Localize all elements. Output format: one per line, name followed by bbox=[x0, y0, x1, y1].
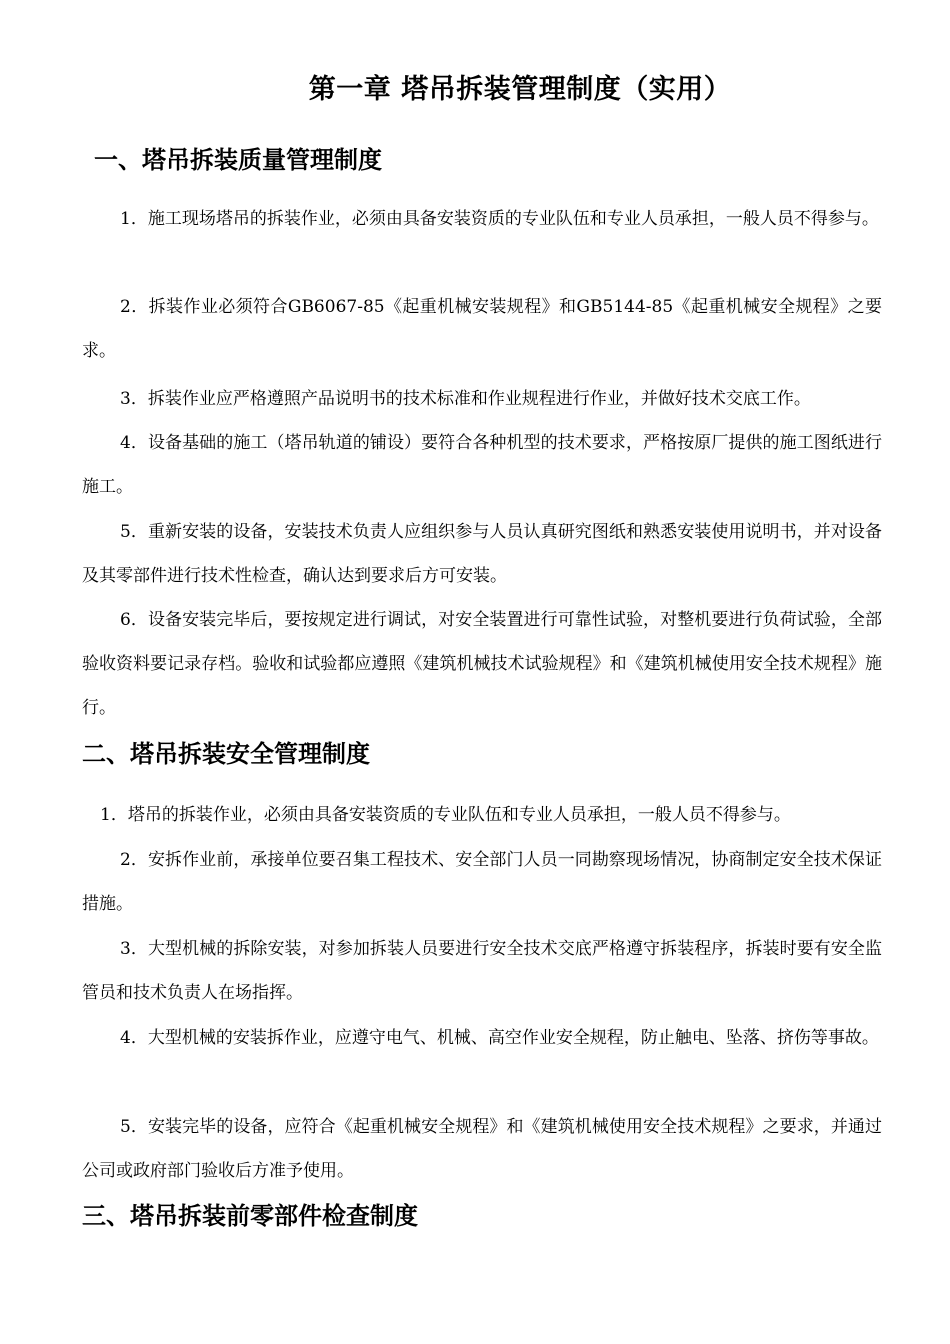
paragraph: 4．设备基础的施工（塔吊轨道的铺设）要符合各种机型的技术要求，严格按原厂提供的施工图纸进行施工。 bbox=[82, 433, 882, 497]
paragraph: 1．塔吊的拆装作业，必须由具备安装资质的专业队伍和专业人员承担，一般人员不得参与。 bbox=[100, 805, 791, 825]
paragraph: 3．大型机械的拆除安装，对参加拆装人员要进行安全技术交底严格遵守拆装程序，拆装时要有安全监管员和技术负责人在场指挥。 bbox=[82, 939, 882, 1003]
section-heading-inspection: 三、塔吊拆装前零部件检查制度 bbox=[82, 1202, 418, 1230]
paragraph: 1．施工现场塔吊的拆装作业，必须由具备安装资质的专业队伍和专业人员承担，一般人员不得参与。 bbox=[120, 209, 879, 229]
paragraph: 5．重新安装的设备，安装技术负责人应组织参与人员认真研究图纸和熟悉安装使用说明书，并对设备及其零部件进行技术性检查，确认达到要求后方可安装。 bbox=[82, 522, 882, 586]
paragraph: 6．设备安装完毕后，要按规定进行调试，对安全装置进行可靠性试验，对整机要进行负荷试验，全部验收资料要记录存档。验收和试验都应遵照《建筑机械技术试验规程》和《建筑机械使用安全技术规程》施行。 bbox=[82, 610, 882, 718]
paragraph: 2．拆装作业必须符合GB6067-85《起重机械安装规程》和GB5144-85《起重机械安全规程》之要求。 bbox=[82, 297, 882, 361]
paragraph: 4．大型机械的安装拆作业，应遵守电气、机械、高空作业安全规程，防止触电、坠落、挤伤等事故。 bbox=[120, 1028, 879, 1048]
paragraph: 2．安拆作业前，承接单位要召集工程技术、安全部门人员一同勘察现场情况，协商制定安全技术保证措施。 bbox=[82, 850, 882, 914]
paragraph: 3．拆装作业应严格遵照产品说明书的技术标准和作业规程进行作业，并做好技术交底工作。 bbox=[120, 389, 811, 409]
section-heading-quality: 一、塔吊拆装质量管理制度 bbox=[94, 146, 382, 174]
paragraph: 5．安装完毕的设备，应符合《起重机械安全规程》和《建筑机械使用安全技术规程》之要求，并通过公司或政府部门验收后方准予使用。 bbox=[82, 1117, 882, 1181]
chapter-title: 第一章 塔吊拆装管理制度（实用） bbox=[308, 74, 732, 105]
section-heading-safety: 二、塔吊拆装安全管理制度 bbox=[82, 740, 370, 768]
